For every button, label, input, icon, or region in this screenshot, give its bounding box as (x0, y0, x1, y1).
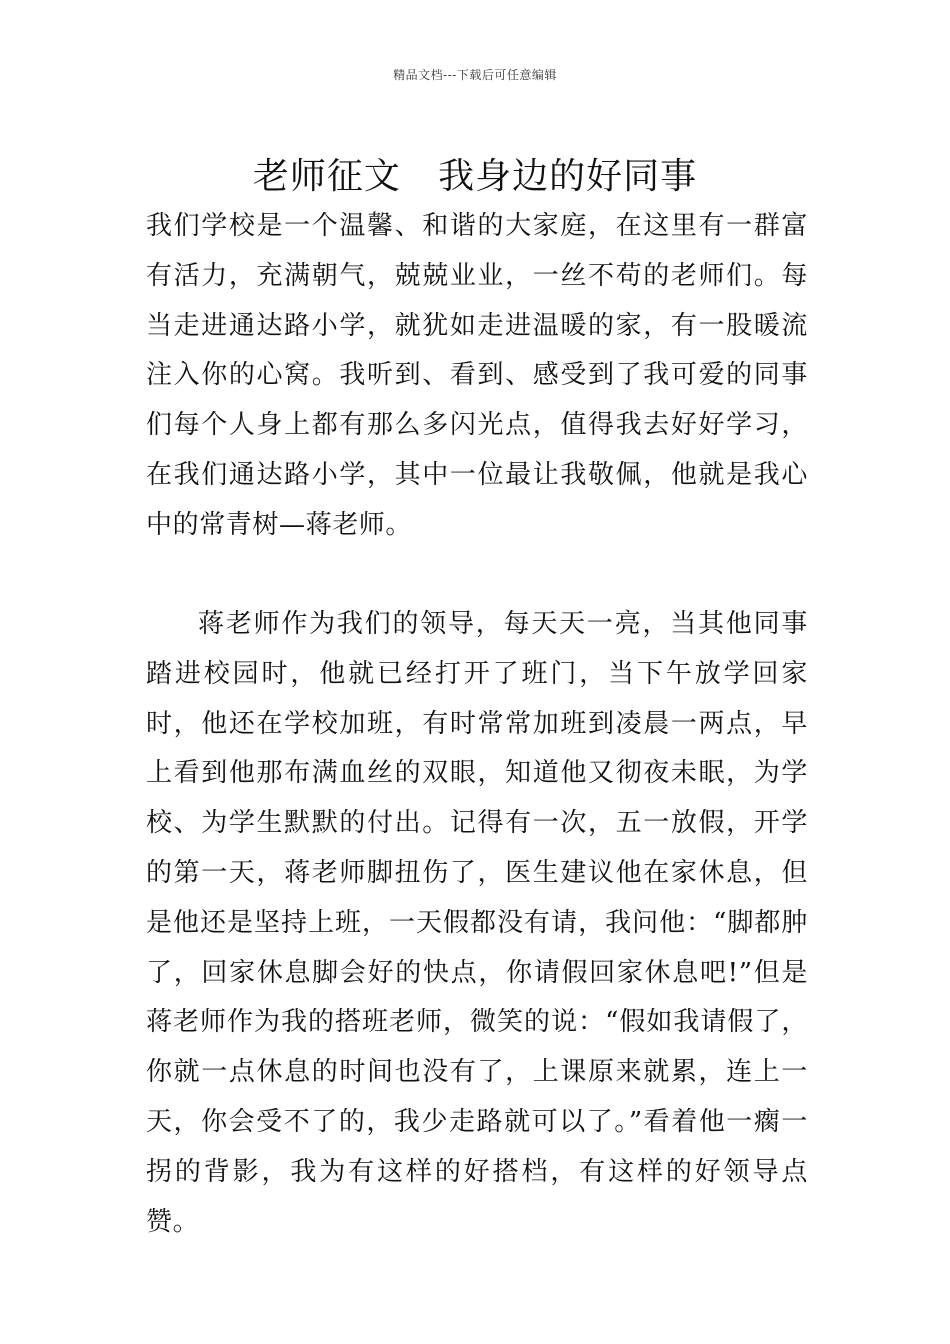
paragraph-2: 蒋老师作为我们的领导，每天天一亮，当其他同事踏进校园时，他就已经打开了班门，当下午放学回家时，他还在学校加班，有时常常加班到凌晨一两点，早上看到他那布满血丝的双眼，知道他又彻夜未眠，为学校、为学生默默的付出。记得有一次，五一放假，开学的第一天，蒋老师脚扭伤了，医生建议他在家休息，但是他还是坚持上班，一天假都没有请，我问他：“脚都肿了，回家休息脚会好的快点，你请假回家休息吧!”但是蒋老师作为我的搭班老师，微笑的说：“假如我请假了，你就一点休息的时间也没有了，上课原来就累，连上一天，你会受不了的，我少走路就可以了。”看着他一瘸一拐的背影，我为有这样的好搭档，有这样的好领导点赞。 (146, 609, 808, 1237)
document-title: 老师征文 我身边的好同事 (252, 156, 698, 198)
page-header-note: 精品文档---下载后可任意编辑 (393, 68, 557, 82)
paragraph-1: 我们学校是一个温馨、和谐的大家庭，在这里有一群富有活力，充满朝气，兢兢业业，一丝不苟的老师们。每当走进通达路小学，就犹如走进温暖的家，有一股暖流注入你的心窝。我听到、看到、感受到了我可爱的同事们每个人身上都有那么多闪光点，值得我去好好学习，在我们通达路小学，其中一位最让我敬佩，他就是我心中的常青树—蒋老师。 (146, 211, 808, 540)
